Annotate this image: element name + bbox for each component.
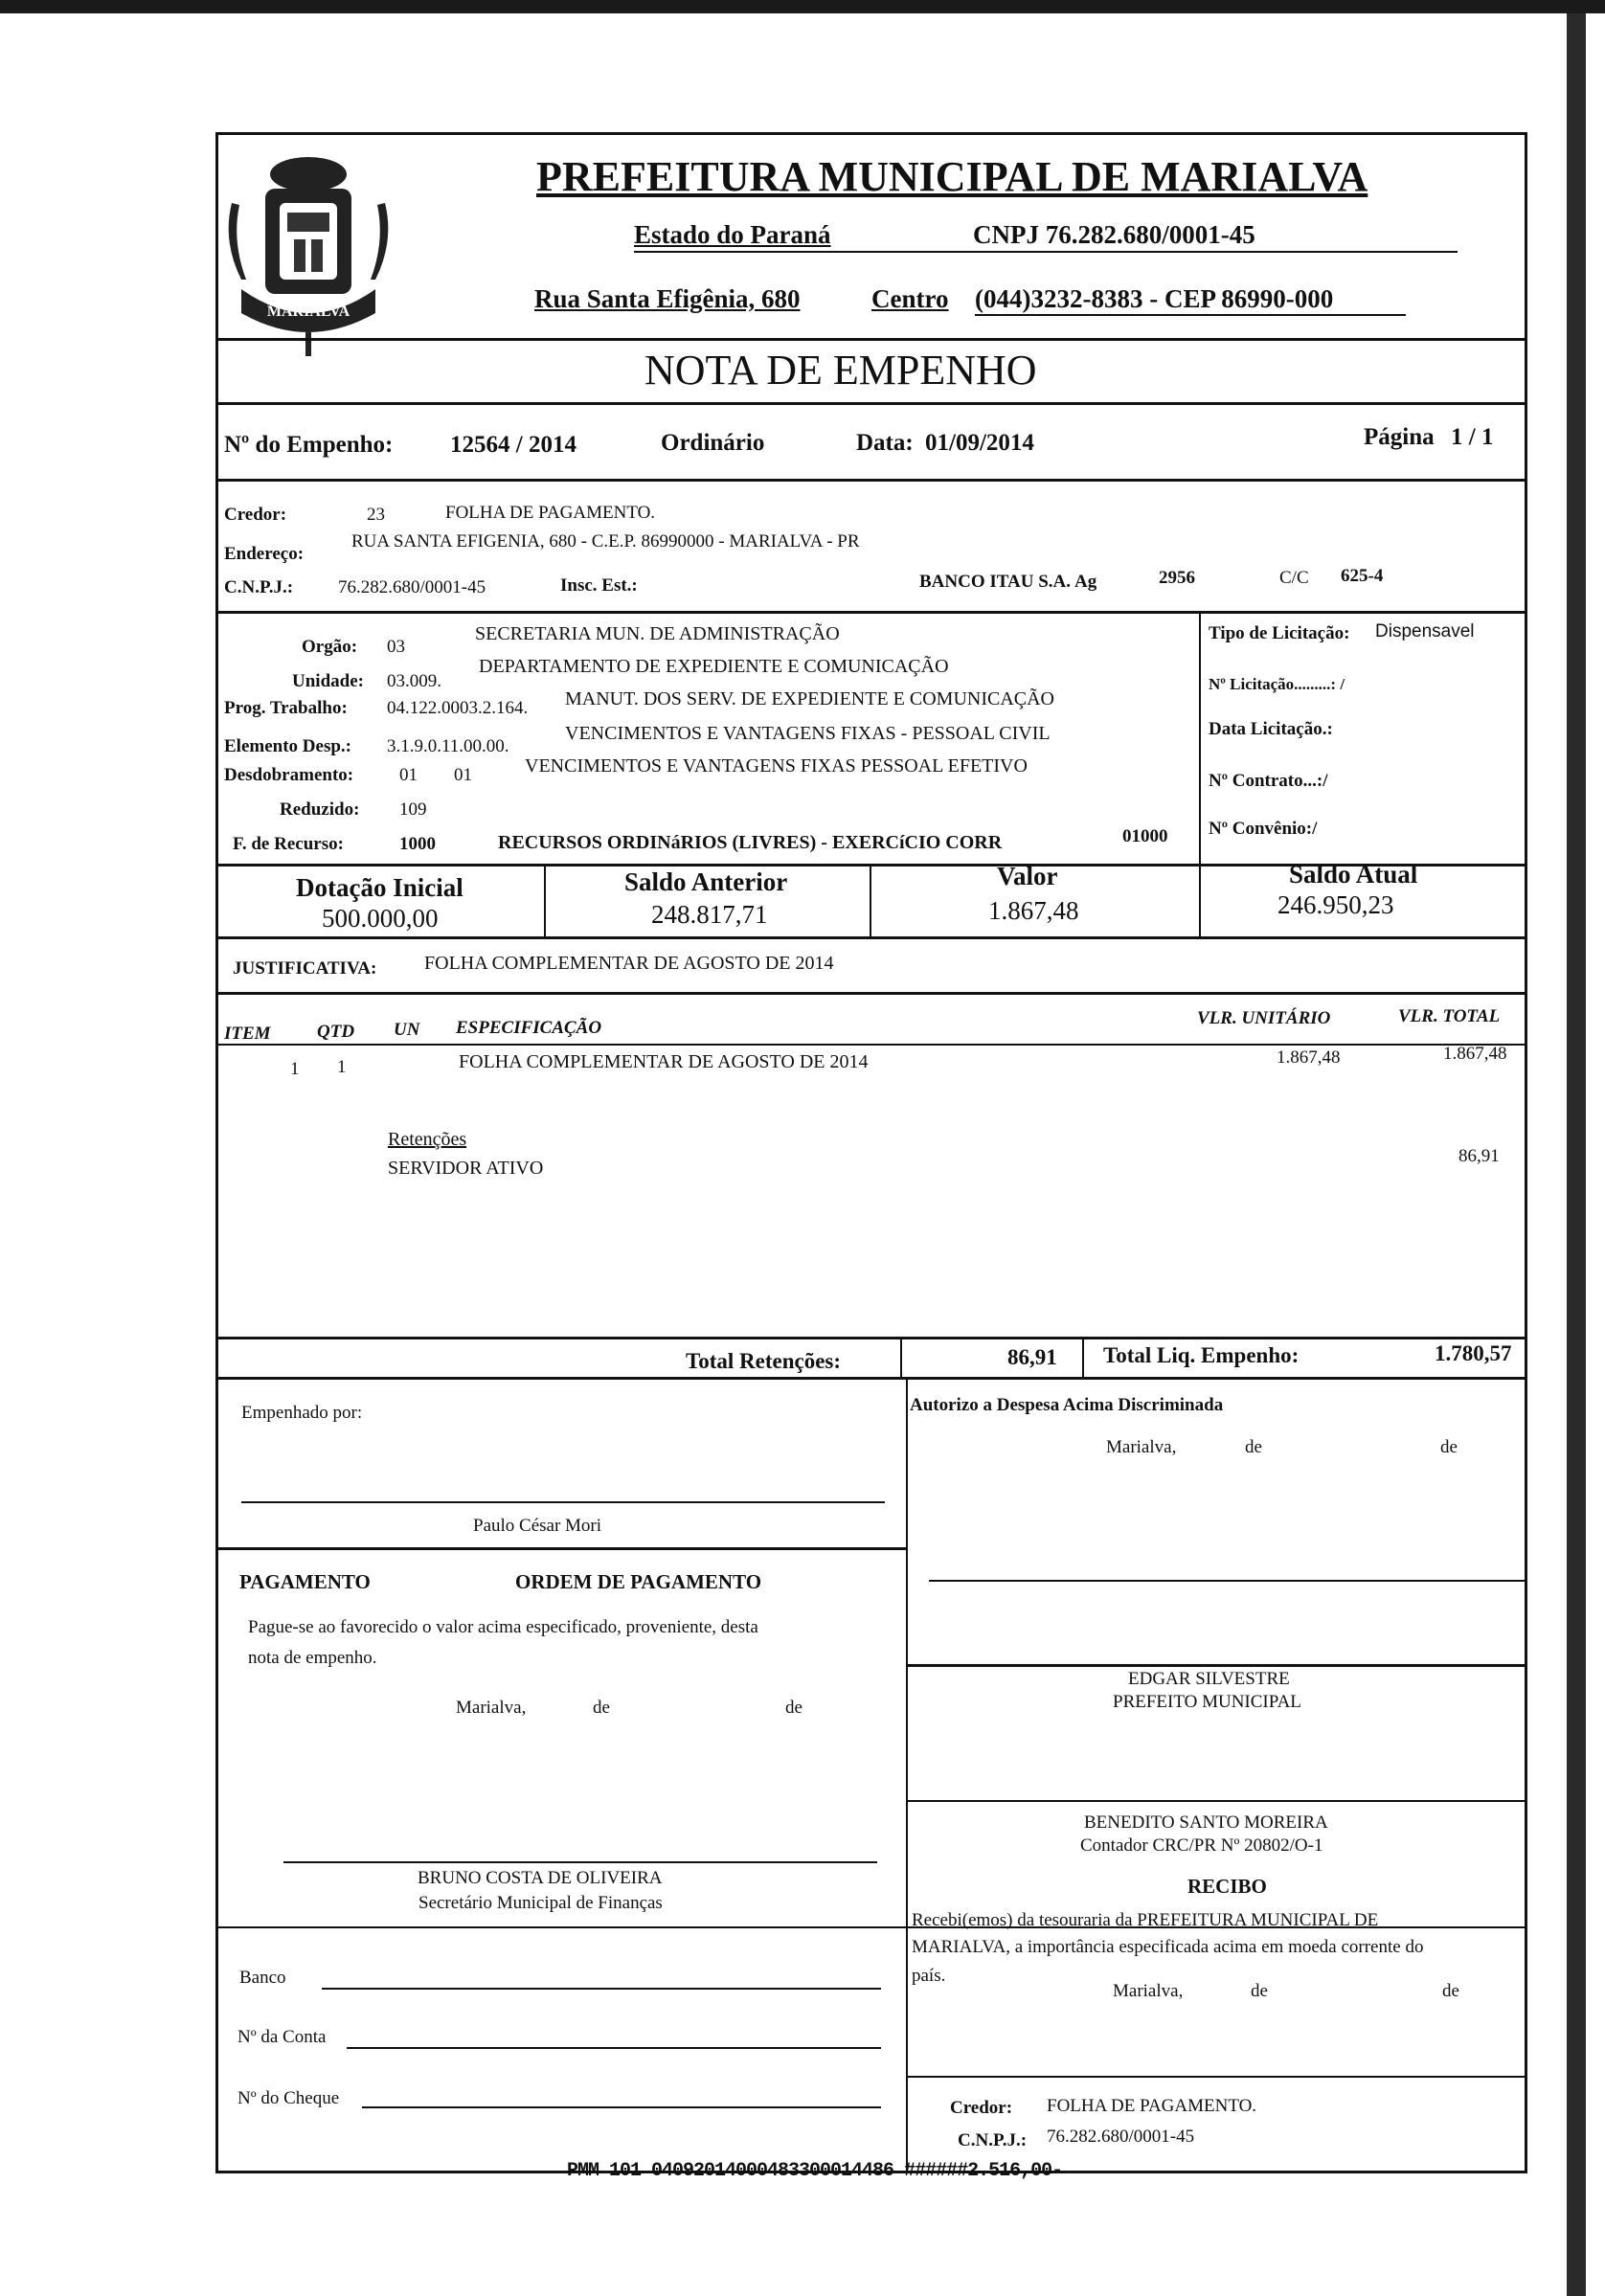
divider-justificativa bbox=[215, 992, 1527, 995]
conta-field-line bbox=[347, 2047, 881, 2049]
cnpj-label: C.N.P.J.: bbox=[224, 577, 294, 597]
divider-totals-bottom bbox=[215, 1377, 1527, 1380]
header-phone-cep: (044)3232-8383 - CEP 86990-000 bbox=[975, 284, 1334, 313]
coat-of-arms-logo bbox=[213, 146, 404, 361]
cnpj: 76.282.680/0001-45 bbox=[338, 577, 486, 597]
saldo-divider-2 bbox=[870, 864, 871, 938]
divider-empenho bbox=[215, 479, 1527, 482]
saldo-atual-value: 246.950,23 bbox=[1277, 890, 1394, 919]
item-espec: FOLHA COMPLEMENTAR DE AGOSTO DE 2014 bbox=[459, 1051, 869, 1072]
justificativa-label: JUSTIFICATIVA: bbox=[233, 958, 377, 979]
justificativa-text: FOLHA COMPLEMENTAR DE AGOSTO DE 2014 bbox=[424, 953, 834, 974]
recibo-text-3: país. bbox=[912, 1966, 946, 1986]
cheque-label: Nº do Cheque bbox=[237, 2088, 340, 2108]
saldo-divider-1 bbox=[544, 864, 546, 938]
items-header-vunit: VLR. UNITÁRIO bbox=[1197, 1008, 1331, 1028]
desd-label: Desdobramento: bbox=[224, 765, 354, 785]
header-cnpj: CNPJ 76.282.680/0001-45 bbox=[973, 220, 1255, 249]
item-vtotal: 1.867,48 bbox=[1443, 1044, 1507, 1064]
crest-text: MARIALVA bbox=[266, 304, 350, 320]
fonte-code2: 01000 bbox=[1122, 826, 1168, 846]
dotacao-value: 500.000,00 bbox=[322, 904, 439, 933]
fonte-name: RECURSOS ORDINáRIOS (LIVRES) - EXERCíCIO CORR bbox=[498, 832, 1003, 853]
header-phone-underline bbox=[975, 314, 1406, 316]
prefeito-signature-line bbox=[929, 1580, 1527, 1582]
page-number: 1 / 1 bbox=[1451, 424, 1494, 450]
item-qtd: 1 bbox=[337, 1057, 347, 1077]
ag-label: Ag bbox=[1074, 572, 1097, 592]
table-row bbox=[215, 1044, 1527, 1087]
contrato: Nº Contrato...:/ bbox=[1209, 771, 1328, 791]
pagamento-de1: de bbox=[593, 1698, 610, 1718]
reduzido-value: 109 bbox=[399, 799, 427, 820]
header-street: Rua Santa Efigênia, 680 bbox=[534, 284, 801, 313]
conta-label: Nº da Conta bbox=[237, 2027, 327, 2047]
header-district: Centro bbox=[871, 284, 949, 313]
divider-banco bbox=[215, 1926, 1527, 1928]
unidade-name: DEPARTAMENTO DE EXPEDIENTE E COMUNICAÇÃO bbox=[479, 656, 949, 677]
page-label: Página bbox=[1364, 424, 1435, 450]
pagamento-de2: de bbox=[785, 1698, 802, 1718]
prog-code: 04.122.0003.2.164. bbox=[387, 698, 529, 718]
divider-pagamento bbox=[215, 1547, 906, 1550]
valor-label: Valor bbox=[997, 862, 1058, 890]
prefeito-role: PREFEITO MUNICIPAL bbox=[1113, 1692, 1301, 1712]
saldo-atual-label: Saldo Atual bbox=[1289, 860, 1418, 889]
num-licitacao: Nº Licitação.........: / bbox=[1209, 675, 1345, 693]
totals-divider-2 bbox=[1082, 1337, 1084, 1377]
ordem-pagamento-label: ORDEM DE PAGAMENTO bbox=[515, 1570, 762, 1593]
empenho-number: 12564 / 2014 bbox=[450, 432, 576, 458]
recibo-cnpj-label: C.N.P.J.: bbox=[958, 2130, 1028, 2150]
divider-totals-top bbox=[215, 1337, 1527, 1339]
scan-top-border bbox=[0, 0, 1605, 13]
budget-vertical-divider bbox=[1199, 611, 1201, 866]
recibo-text-2: MARIALVA, a importância especificada acima em moeda corrente do bbox=[912, 1937, 1424, 1957]
divider-prefeito bbox=[906, 1664, 1527, 1667]
total-retencoes-value: 86,91 bbox=[1007, 1345, 1057, 1369]
prog-label: Prog. Trabalho: bbox=[224, 698, 348, 718]
items-header-divider bbox=[215, 1044, 1527, 1046]
empenhado-signature-line bbox=[241, 1501, 885, 1503]
items-header-qtd: QTD bbox=[317, 1022, 355, 1042]
recibo-title: RECIBO bbox=[1187, 1875, 1267, 1898]
pagamento-city: Marialva, bbox=[456, 1698, 527, 1718]
reduzido-label: Reduzido: bbox=[280, 799, 360, 820]
total-liquido-value: 1.780,57 bbox=[1435, 1341, 1512, 1365]
total-liquido-label: Total Liq. Empenho: bbox=[1103, 1343, 1300, 1367]
fonte-code: 1000 bbox=[399, 834, 436, 854]
divider-credor bbox=[215, 611, 1527, 614]
prefeito-name: EDGAR SILVESTRE bbox=[1128, 1669, 1290, 1689]
orgao-code: 03 bbox=[387, 637, 405, 657]
divider-title bbox=[215, 402, 1527, 405]
item-number: 1 bbox=[290, 1059, 300, 1079]
autorizo-de1: de bbox=[1245, 1437, 1262, 1457]
desd-code2: 01 bbox=[454, 765, 472, 785]
data-licitacao: Data Licitação.: bbox=[1209, 719, 1333, 739]
cc-label: C/C bbox=[1279, 568, 1309, 588]
items-header-espec: ESPECIFICAÇÃO bbox=[456, 1018, 602, 1038]
cc-number: 625-4 bbox=[1341, 566, 1384, 586]
unidade-code: 03.009. bbox=[387, 671, 441, 691]
doc-title: NOTA DE EMPENHO bbox=[644, 347, 1037, 394]
secretario-name: BRUNO COSTA DE OLIVEIRA bbox=[418, 1868, 663, 1888]
scan-right-border bbox=[1567, 13, 1586, 2296]
secretario-role: Secretário Municipal de Finanças bbox=[418, 1893, 663, 1913]
valor-value: 1.867,48 bbox=[988, 896, 1079, 925]
dotacao-label: Dotação Inicial bbox=[296, 873, 463, 902]
saldo-anterior-label: Saldo Anterior bbox=[624, 867, 788, 896]
autorizo-de2: de bbox=[1440, 1437, 1458, 1457]
ag-number: 2956 bbox=[1159, 568, 1195, 588]
desd-code1: 01 bbox=[399, 765, 418, 785]
divider-credor-recibo bbox=[906, 2076, 1527, 2078]
fonte-label: F. de Recurso: bbox=[233, 834, 344, 854]
retencoes-name: SERVIDOR ATIVO bbox=[388, 1158, 544, 1179]
items-header-vtotal: VLR. TOTAL bbox=[1398, 1006, 1501, 1026]
recibo-de1: de bbox=[1251, 1981, 1268, 2001]
total-retencoes-label: Total Retenções: bbox=[686, 1349, 842, 1373]
cheque-field-line bbox=[362, 2106, 881, 2108]
item-vunit: 1.867,48 bbox=[1277, 1047, 1341, 1068]
elem-name: VENCIMENTOS E VANTAGENS FIXAS - PESSOAL CIVIL bbox=[565, 723, 1051, 744]
address: RUA SANTA EFIGENIA, 680 - C.E.P. 86990000 - MARIALVA - PR bbox=[351, 531, 860, 551]
saldo-divider-3 bbox=[1199, 864, 1201, 938]
signature-vertical-divider bbox=[906, 1377, 908, 2173]
recibo-de2: de bbox=[1442, 1981, 1459, 2001]
address-label: Endereço: bbox=[224, 544, 305, 564]
desd-name: VENCIMENTOS E VANTAGENS FIXAS PESSOAL EFETIVO bbox=[525, 755, 1028, 777]
elem-code: 3.1.9.0.11.00.00. bbox=[387, 736, 509, 756]
empenhado-label: Empenhado por: bbox=[241, 1403, 363, 1423]
divider-saldos-bottom bbox=[215, 936, 1527, 939]
recibo-text-1: Recebi(emos) da tesouraria da PREFEITURA MUNICIPAL DE bbox=[912, 1910, 1379, 1930]
orgao-name: SECRETARIA MUN. DE ADMINISTRAÇÃO bbox=[475, 623, 840, 644]
credor-name: FOLHA DE PAGAMENTO. bbox=[445, 503, 656, 523]
contador-role: Contador CRC/PR Nº 20802/O-1 bbox=[1080, 1835, 1323, 1856]
recibo-credor-name: FOLHA DE PAGAMENTO. bbox=[1047, 2096, 1257, 2116]
tipo-licitacao-value: Dispensavel bbox=[1375, 621, 1475, 642]
recibo-cnpj: 76.282.680/0001-45 bbox=[1047, 2127, 1195, 2147]
empenhado-name: Paulo César Mori bbox=[473, 1516, 602, 1536]
divider-header bbox=[215, 338, 1527, 341]
credor-label: Credor: bbox=[224, 505, 287, 525]
secretario-signature-line bbox=[283, 1861, 877, 1863]
tipo-licitacao-label: Tipo de Licitação: bbox=[1209, 623, 1350, 643]
contador-signature-line bbox=[906, 1800, 1527, 1802]
empenho-type: Ordinário bbox=[661, 430, 765, 456]
autorizo-city: Marialva, bbox=[1106, 1437, 1177, 1457]
retencoes-title: Retenções bbox=[388, 1129, 467, 1150]
pague-text-2: nota de empenho. bbox=[248, 1648, 377, 1668]
prog-name: MANUT. DOS SERV. DE EXPEDIENTE E COMUNICAÇÃO bbox=[565, 688, 1054, 709]
empenho-date: 01/09/2014 bbox=[925, 430, 1034, 456]
header-underline bbox=[634, 251, 1458, 253]
credor-code: 23 bbox=[367, 505, 385, 525]
empenho-number-label: Nº do Empenho: bbox=[224, 432, 394, 458]
items-header-item: ITEM bbox=[224, 1024, 271, 1044]
authentication-stamp: PMM 101 04092014000483300014486 ######2.516,00- bbox=[567, 2160, 1063, 2182]
pague-text-1: Pague-se ao favorecido o valor acima especificado, proveniente, desta bbox=[248, 1617, 758, 1637]
recibo-city: Marialva, bbox=[1113, 1981, 1184, 2001]
recibo-credor-label: Credor: bbox=[950, 2098, 1013, 2118]
unidade-label: Unidade: bbox=[292, 671, 364, 691]
elem-label: Elemento Desp.: bbox=[224, 736, 351, 756]
items-header-un: UN bbox=[394, 1020, 420, 1040]
pagamento-label: PAGAMENTO bbox=[239, 1570, 371, 1593]
orgao-label: Orgão: bbox=[302, 637, 358, 657]
empenho-date-label: Data: bbox=[856, 430, 914, 456]
retencoes-value: 86,91 bbox=[1458, 1146, 1500, 1166]
header-title: PREFEITURA MUNICIPAL DE MARIALVA bbox=[536, 153, 1368, 200]
banco-field-line bbox=[322, 1988, 881, 1990]
header-state: Estado do Paraná bbox=[634, 220, 831, 249]
banco-label: Banco bbox=[239, 1968, 286, 1988]
convenio: Nº Convênio:/ bbox=[1209, 819, 1318, 839]
insc-label: Insc. Est.: bbox=[560, 575, 638, 596]
bank-name: BANCO ITAU S.A. bbox=[919, 572, 1072, 592]
contador-name: BENEDITO SANTO MOREIRA bbox=[1084, 1812, 1328, 1833]
saldo-anterior-value: 248.817,71 bbox=[651, 900, 768, 929]
autorizo-text: Autorizo a Despesa Acima Discriminada bbox=[910, 1395, 1224, 1415]
totals-divider-1 bbox=[900, 1337, 902, 1377]
